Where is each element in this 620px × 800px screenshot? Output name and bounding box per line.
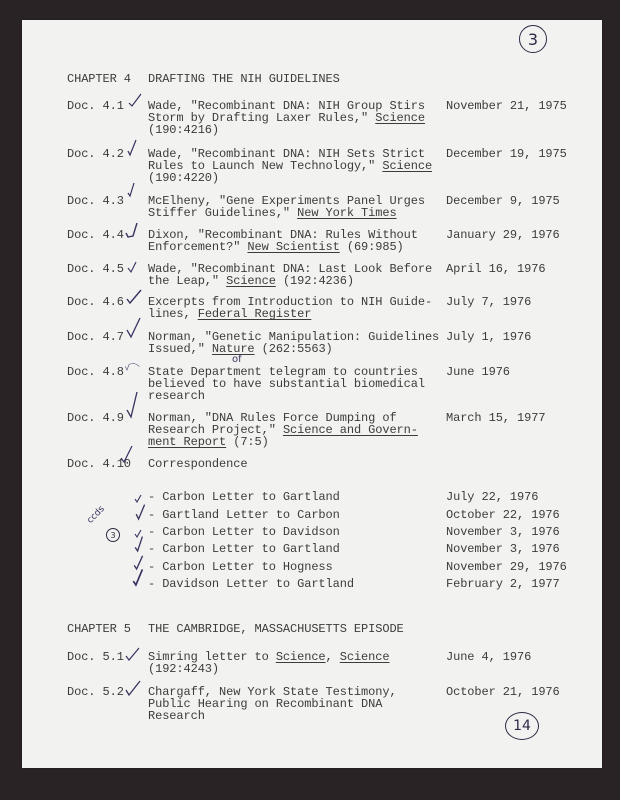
doc-text-line: Norman, "Genetic Manipulation: Guidelines [148,330,440,344]
correspondence-item: - Carbon Letter to Davidson [148,525,340,539]
doc-date: July 1, 1976 [446,330,532,344]
chapter-label: CHAPTER 5 [67,622,131,636]
doc-date: December 19, 1975 [446,147,567,161]
doc-text-line: Research Project," Science and Govern- [148,423,418,437]
doc-id: Doc. 5.1 [67,650,124,664]
correspondence-date: November 3, 1976 [446,542,560,556]
doc-text-line: State Department telegram to countries [148,365,418,379]
doc-text-line: ment Report (7:5) [148,435,269,449]
publication-name: Science [275,650,326,664]
doc-id: Doc. 4.9 [67,411,124,425]
checkmark-icon [125,681,141,695]
correspondence-item: - Carbon Letter to Hogness [148,560,333,574]
checkmark-icon [126,185,142,199]
doc-text-line: Wade, "Recombinant DNA: NIH Group Stirs [148,99,425,113]
publication-name: Science [226,274,276,288]
correspondence-date: November 3, 1976 [446,525,560,539]
checkmark-icon [134,525,144,535]
page-number-top: 3 [519,25,547,53]
margin-note-circled-number: 3 [106,528,120,542]
checkmark-icon [126,322,142,336]
doc-text-line: Correspondence [148,457,248,471]
doc-date: March 15, 1977 [446,411,546,425]
doc-text-line: Public Hearing on Recombinant DNA [148,697,383,711]
doc-date: July 7, 1976 [446,295,532,309]
checkmark-icon [125,360,141,374]
checkmark-icon [134,538,146,550]
doc-date: June 4, 1976 [446,650,532,664]
doc-id: Doc. 4.4 [67,228,124,242]
chapter-title: DRAFTING THE NIH GUIDELINES [148,72,340,86]
checkmark-icon [120,448,136,462]
correspondence-item: - Carbon Letter to Gartland [148,490,340,504]
correspondence-date: October 22, 1976 [446,508,560,522]
doc-text-line: Wade, "Recombinant DNA: NIH Sets Strict [148,147,425,161]
publication-name: New York Times [297,206,397,220]
doc-date: December 9, 1975 [446,194,560,208]
correspondence-item: - Carbon Letter to Gartland [148,542,340,556]
checkmark-icon [125,223,141,237]
doc-date: June 1976 [446,365,510,379]
publication-name: Nature [211,342,255,356]
doc-text-line: Norman, "DNA Rules Force Dumping of [148,411,397,425]
doc-text-line: Enforcement?" New Scientist (69:985) [148,240,404,254]
doc-text-line: (192:4243) [148,662,220,676]
handwritten-annotation: of [232,354,242,365]
checkmark-icon [126,290,142,304]
checkmark-icon [125,647,141,661]
checkmark-icon [128,94,144,108]
correspondence-date: November 29, 1976 [446,560,567,574]
doc-id: Doc. 4.7 [67,330,124,344]
doc-id: Doc. 4.2 [67,147,124,161]
checkmark-icon [133,556,145,568]
doc-text-line: Issued," Nature (262:5563) [148,342,333,356]
publication-name: Federal Register [197,307,312,321]
publication-name: Science [375,111,425,125]
doc-id: Doc. 4.10 [67,457,131,471]
doc-text-line: the Leap," Science (192:4236) [148,274,354,288]
doc-text-line: Excerpts from Introduction to NIH Guide- [148,295,433,309]
publication-name: Science [339,650,390,664]
correspondence-item: - Davidson Letter to Gartland [148,577,354,591]
doc-id: Doc. 4.5 [67,262,124,276]
doc-text-line: lines, Federal Register [148,307,312,321]
doc-text-line: Rules to Launch New Technology," Science [148,159,433,173]
doc-date: January 29, 1976 [446,228,560,242]
correspondence-date: July 22, 1976 [446,490,539,504]
checkmark-icon [132,572,145,585]
correspondence-item: - Gartland Letter to Carbon [148,508,340,522]
doc-text-line: Stiffer Guidelines," New York Times [148,206,397,220]
doc-text-line: Research [148,709,205,723]
publication-name: ment Report [148,435,227,449]
doc-id: Doc. 5.2 [67,685,124,699]
doc-text-line: Storm by Drafting Laxer Rules," Science [148,111,425,125]
doc-text-line: (190:4216) [148,123,220,137]
doc-text-line: (190:4220) [148,171,220,185]
document-page [22,20,602,768]
doc-text-line: believed to have substantial biomedical [148,377,425,391]
doc-text-line: research [148,389,205,403]
checkmark-icon [126,142,142,156]
doc-id: Doc. 4.6 [67,295,124,309]
page-number-bottom: 14 [505,712,539,740]
doc-text-line: Simring letter to Science, Science [148,650,390,664]
correspondence-date: February 2, 1977 [446,577,560,591]
doc-text-line: Wade, "Recombinant DNA: Last Look Before [148,262,433,276]
doc-text-line: McElheny, "Gene Experiments Panel Urges [148,194,425,208]
doc-text-line: Chargaff, New York State Testimony, [148,685,397,699]
chapter-title: THE CAMBRIDGE, MASSACHUSETTS EPISODE [148,622,404,636]
doc-text-line: Dixon, "Recombinant DNA: Rules Without [148,228,418,242]
doc-id: Doc. 4.3 [67,194,124,208]
doc-id: Doc. 4.1 [67,99,124,113]
doc-date: April 16, 1976 [446,262,546,276]
doc-id: Doc. 4.8 [67,365,124,379]
margin-note: ccds [85,504,107,526]
checkmark-icon [126,260,142,274]
checkmark-icon [134,490,144,500]
chapter-label: CHAPTER 4 [67,72,131,86]
publication-name: New Scientist [247,240,340,254]
publication-name: Science and Govern- [282,423,418,437]
doc-date: October 21, 1976 [446,685,560,699]
doc-date: November 21, 1975 [446,99,567,113]
checkmark-icon [126,400,142,414]
checkmark-icon [135,506,147,518]
publication-name: Science [382,159,433,173]
